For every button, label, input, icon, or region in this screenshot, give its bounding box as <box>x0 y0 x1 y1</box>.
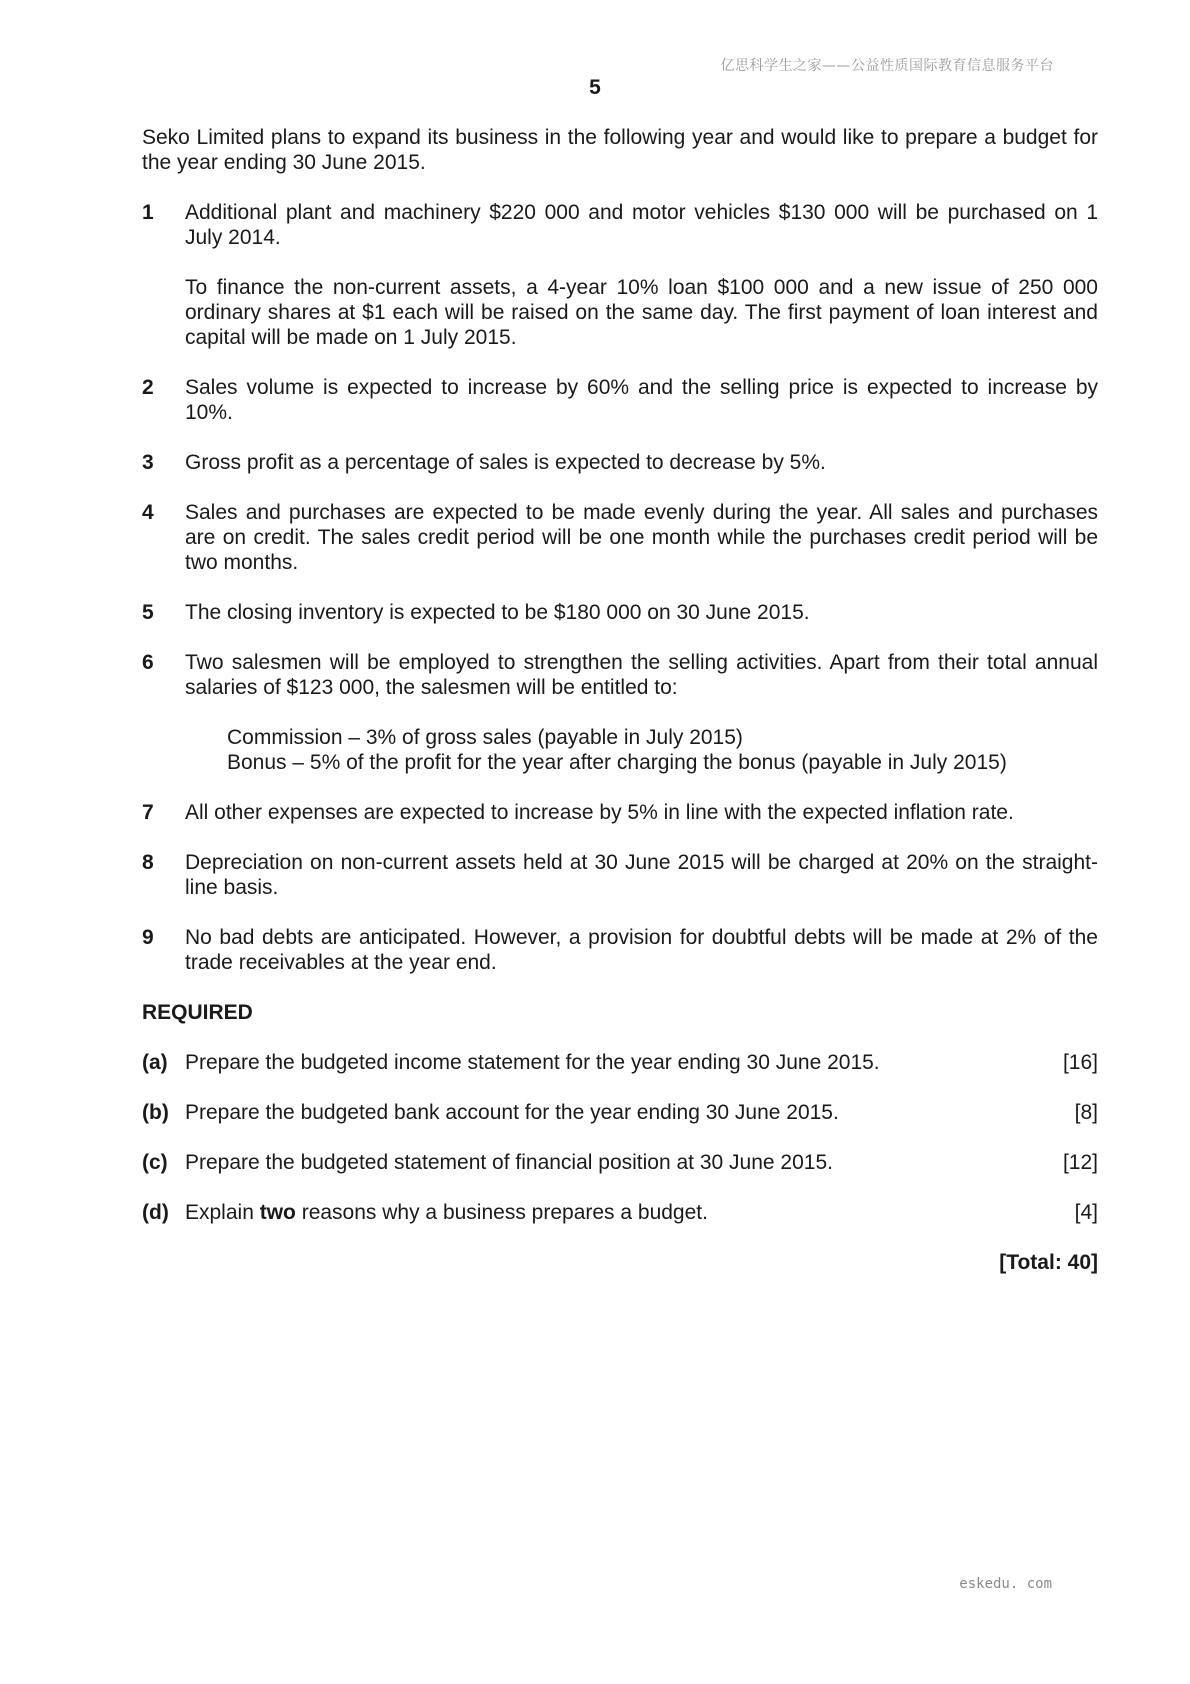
item-body <box>185 650 1098 775</box>
part-label: (b) <box>142 1101 169 1124</box>
required-part <box>142 1050 1098 1075</box>
intro-paragraph: Seko Limited plans to expand its business in the following year and would like to prepare a budget for the year ending 30 June 2015. <box>142 126 1098 174</box>
page-number: 5 <box>589 76 601 99</box>
part-label: (c) <box>142 1151 168 1174</box>
required-part <box>142 1150 1098 1175</box>
item-number: 3 <box>142 451 154 474</box>
item-body <box>185 600 1098 625</box>
item-text: Sales volume is expected to increase by 60% and the selling price is expected to increase by 10%. <box>185 376 1098 424</box>
item-body <box>185 375 1098 425</box>
item-number: 2 <box>142 376 154 399</box>
list-item <box>142 450 1098 475</box>
required-heading: REQUIRED <box>142 1001 253 1024</box>
item-text: Two salesmen will be employed to strengthen the selling activities. Apart from their total annual salaries of $123 000, the salesmen will be entitled to: <box>185 651 1098 699</box>
list-item <box>142 375 1098 425</box>
header-watermark: 亿思科学生之家——公益性质国际教育信息服务平台 <box>720 58 1054 74</box>
bonus-line: Bonus – 5% of the profit for the year after charging the bonus (payable in July 2015) <box>227 751 1007 774</box>
part-text <box>185 1200 1075 1225</box>
list-item <box>142 650 1098 775</box>
required-part <box>142 1100 1098 1125</box>
item-text: Additional plant and machinery $220 000 and motor vehicles $130 000 will be purchased on 1 July 2014. <box>185 201 1098 249</box>
item-text: Sales and purchases are expected to be made evenly during the year. All sales and purchases are on credit. The sales credit period will be one month while the purchases credit period will be two months. <box>185 501 1098 574</box>
item-text: To finance the non-current assets, a 4-year 10% loan $100 000 and a new issue of 250 000 ordinary shares at $1 each will be raised on the same day. The first payment of loan interest and capital will be made on 1 July 2015. <box>185 276 1098 349</box>
list-item <box>142 850 1098 900</box>
list-item <box>142 600 1098 625</box>
item-text: Gross profit as a percentage of sales is expected to decrease by 5%. <box>185 451 826 474</box>
part-text: Prepare the budgeted bank account for the year ending 30 June 2015. <box>185 1101 839 1124</box>
part-text-emphasis: two <box>259 1201 296 1224</box>
item-number: 4 <box>142 501 154 524</box>
item-body <box>185 500 1098 575</box>
part-label: (a) <box>142 1051 168 1074</box>
part-marks: [12] <box>1062 1151 1098 1174</box>
part-marks: [4] <box>1074 1201 1098 1224</box>
item-text: The closing inventory is expected to be $180 000 on 30 June 2015. <box>185 601 810 624</box>
part-marks: [8] <box>1074 1101 1098 1124</box>
commission-line: Commission – 3% of gross sales (payable in July 2015) <box>227 726 743 749</box>
item-number: 8 <box>142 851 154 874</box>
item-text: All other expenses are expected to increase by 5% in line with the expected inflation rate. <box>185 801 1014 824</box>
item-number: 7 <box>142 801 154 824</box>
list-item <box>142 500 1098 575</box>
item-number: 6 <box>142 651 154 674</box>
total-marks: [Total: 40] <box>999 1251 1098 1274</box>
entitlements-list <box>185 725 1098 775</box>
list-item <box>142 200 1098 350</box>
part-text-before: Explain <box>185 1201 260 1224</box>
item-text: Depreciation on non-current assets held at 30 June 2015 will be charged at 20% on the straight-line basis. <box>185 851 1098 899</box>
part-text: Prepare the budgeted income statement for the year ending 30 June 2015. <box>185 1051 880 1074</box>
item-number: 9 <box>142 926 154 949</box>
item-body <box>185 800 1098 825</box>
item-number: 5 <box>142 601 154 624</box>
list-item <box>142 925 1098 975</box>
required-part <box>142 1200 1098 1225</box>
item-body <box>185 925 1098 975</box>
part-marks: [16] <box>1062 1051 1098 1074</box>
item-body <box>185 850 1098 900</box>
item-number: 1 <box>142 201 154 224</box>
item-text: No bad debts are anticipated. However, a provision for doubtful debts will be made at 2% of the trade receivables at the year end. <box>185 926 1098 974</box>
footer-watermark: eskedu. com <box>959 1576 1052 1592</box>
item-body <box>185 450 1098 475</box>
question-content <box>142 125 1098 1275</box>
part-label: (d) <box>142 1201 169 1224</box>
part-text-after: reasons why a business prepares a budget. <box>295 1201 708 1224</box>
list-item <box>142 800 1098 825</box>
item-body <box>185 200 1098 350</box>
part-text: Prepare the budgeted statement of financial position at 30 June 2015. <box>185 1151 833 1174</box>
